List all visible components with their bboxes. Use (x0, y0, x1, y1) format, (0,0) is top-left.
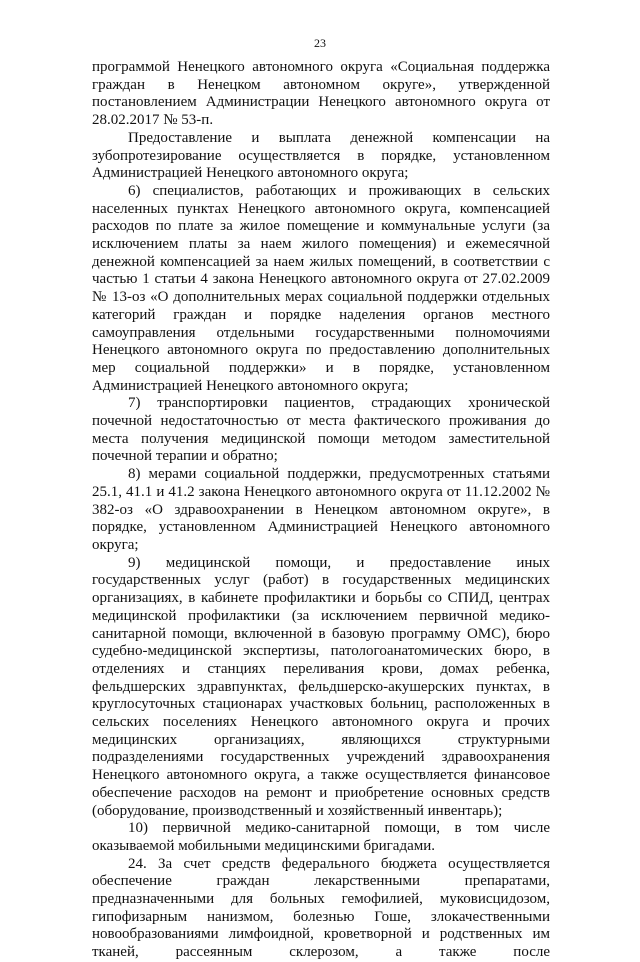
paragraph-item-9: 9) медицинской помощи, и предоставление иных государственных услуг (работ) в государственных медицинских организациях, в кабинете профилактики и борьбы со СПИД, центрах медицинской профилактики (за исключением первичной медико-санитарной помощи, включенной в базовую программу ОМС), бюро судебно-медицинской экспертизы, патологоанатомических бюро, в отделениях и станциях переливания крови, домах ребенка, фельдшерских здравпунктах, фельдшерско-акушерских пунктах, в круглосуточных стационарах участковых больниц, расположенных в сельских поселениях Ненецкого автономного округа и прочих медицинских организациях, являющихся структурными подразделениями государственных учреждений здравоохранения Ненецкого автономного округа, а также осуществляется финансовое обеспечение расходов на ремонт и приобретение основных средств (оборудование, производственный и хозяйственный инвентарь); (92, 554, 550, 819)
paragraph-section-24: 24. За счет средств федерального бюджета осуществляется обеспечение граждан лекарственными препаратами, предназначенными для больных гемофилией, муковисцидозом, гипофизарным нанизмом, болезнью Гоше, злокачественными новообразованиями лимфоидной, кроветворной и родственных им тканей, рассеянным склерозом, а также после (92, 855, 550, 961)
paragraph-item-10: 10) первичной медико-санитарной помощи, в том числе оказываемой мобильными медицинскими бригадами. (92, 820, 550, 854)
paragraph-compensation: Предоставление и выплата денежной компенсации на зубопротезирование осуществляется в порядке, установленном Администрацией Ненецкого автономного округа; (92, 129, 550, 182)
paragraph-continuation: программой Ненецкого автономного округа «Социальная поддержка граждан в Ненецком автономном округе», утвержденной постановлением Администрации Ненецкого автономного округа от 28.02.2017 № 53-п. (92, 59, 550, 129)
paragraph-item-6: 6) специалистов, работающих и проживающих в сельских населенных пунктах Ненецкого автономного округа, компенсацией расходов по плате за жилое помещение и коммунальные услуги (за исключением платы за наем жилого помещения) и ежемесячной денежной компенсацией за наем жилых помещений, в соответствии с частью 1 статьи 4 закона Ненецкого автономного округа от 27.02.2009 № 13-оз «О дополнительных мерах социальной поддержки отдельных категорий граждан и порядке наделения органов местного самоуправления отдельными государственными полномочиями Ненецкого автономного округа по предоставлению дополнительных мер социальной поддержки» и в порядке, установленном Администрацией Ненецкого автономного округа; (92, 182, 550, 394)
page-number: 23 (314, 36, 326, 50)
paragraph-item-8: 8) мерами социальной поддержки, предусмотренных статьями 25.1, 41.1 и 41.2 закона Ненецкого автономного округа от 11.12.2002 № 382-оз «О здравоохранении в Ненецком автономном округе», в порядке, установленном Администрацией Ненецкого автономного округа; (92, 466, 550, 553)
document-body (92, 59, 550, 962)
paragraph-item-7: 7) транспортировки пациентов, страдающих хронической почечной недостаточностью от места фактического проживания до места получения медицинской помощи методом заместительной почечной терапии и обратно; (92, 395, 550, 465)
